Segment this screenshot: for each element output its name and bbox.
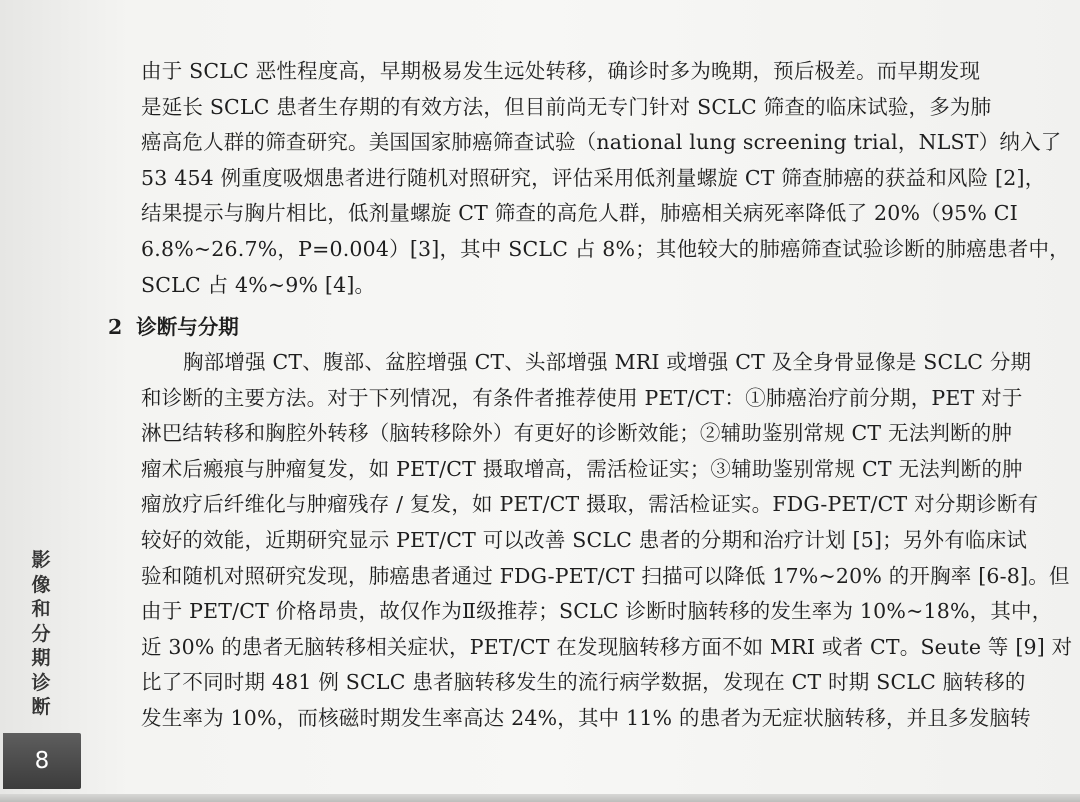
chapter-char: 诊 bbox=[31, 671, 51, 694]
text-line: 53 454 例重度吸烟患者进行随机对照研究，评估采用低剂量螺旋 CT 筛查肺癌的获益和风险 [2]， bbox=[141, 165, 1046, 190]
text-line: 胸部增强 CT、腹部、盆腔增强 CT、头部增强 MRI 或增强 CT 及全身骨显像是 SCLC 分期 bbox=[183, 350, 1032, 374]
chapter-side-title bbox=[27, 548, 55, 720]
section-heading bbox=[108, 310, 239, 345]
page-number-tab bbox=[3, 733, 81, 789]
text-line: 较好的效能，近期研究显示 PET/CT 可以改善 SCLC 患者的分期和治疗计划 [5]；另外有临床试 bbox=[141, 527, 1028, 552]
text-line: 瘤术后瘢痕与肿瘤复发，如 PET/CT 摄取增高，需活检证实；③辅助鉴别常规 CT 无法判断的肿 bbox=[141, 456, 1023, 481]
text-line: 结果提示与胸片相比，低剂量螺旋 CT 筛查的高危人群，肺癌相关病死率降低了 20%（95% CI bbox=[141, 201, 1018, 226]
chapter-char: 影 bbox=[31, 549, 51, 571]
text-line: 近 30% 的患者无脑转移相关症状，PET/CT 在发现脑转移方面不如 MRI 或者 CT。Seute 等 [9] 对 bbox=[141, 634, 1073, 659]
text-line: 由于 PET/CT 价格昂贵，故仅作为Ⅱ级推荐；SCLC 诊断时脑转移的发生率为 10%~18%，其中， bbox=[141, 599, 1053, 624]
text-line: 6.8%~26.7%，P=0.004）[3]，其中 SCLC 占 8%；其他较大的肺癌筛查试验诊断的肺癌患者中， bbox=[141, 236, 1070, 261]
page-number: 8 bbox=[34, 748, 50, 774]
text-line: 瘤放疗后纤维化与肿瘤残存 / 复发，如 PET/CT 摄取，需活检证实。FDG-PET/CT 对分期诊断有 bbox=[141, 492, 1039, 517]
text-line: 淋巴结转移和胸腔外转移（脑转移除外）有更好的诊断效能；②辅助鉴别常规 CT 无法判断的肿 bbox=[141, 421, 1013, 446]
chapter-char: 分 bbox=[31, 622, 51, 645]
text-line: 由于 SCLC 恶性程度高，早期极易发生远处转移，确诊时多为晚期，预后极差。而早期发现 bbox=[141, 59, 981, 83]
paragraph-diagnosis-staging bbox=[141, 345, 1076, 737]
page-bottom-edge bbox=[0, 794, 1080, 802]
chapter-char: 期 bbox=[31, 647, 51, 669]
section-number: 2 bbox=[108, 315, 123, 339]
section-title: 诊断与分期 bbox=[136, 315, 239, 339]
chapter-char: 断 bbox=[31, 696, 51, 718]
text-line: 癌高危人群的筛查研究。美国国家肺癌筛查试验（national lung screening trial，NLST）纳入了 bbox=[141, 130, 1062, 155]
text-line: 发生率为 10%，而核磁时期发生率高达 24%，其中 11% 的患者为无症状脑转移，并且多发脑转 bbox=[141, 705, 1031, 730]
text-line: 验和随机对照研究发现，肺癌患者通过 FDG-PET/CT 扫描可以降低 17%~20% 的开胸率 [6-8]。但 bbox=[141, 563, 1070, 588]
text-line: 是延长 SCLC 患者生存期的有效方法，但目前尚无专门针对 SCLC 筛查的临床试验，多为肺 bbox=[141, 94, 992, 119]
text-line: 比了不同时期 481 例 SCLC 患者脑转移发生的流行病学数据，发现在 CT 时期 SCLC 脑转移的 bbox=[141, 670, 1026, 695]
text-line: 和诊断的主要方法。对于下列情况，有条件者推荐使用 PET/CT：①肺癌治疗前分期，PET 对于 bbox=[141, 385, 1023, 410]
text-line: SCLC 占 4%~9% [4]。 bbox=[141, 272, 376, 297]
chapter-char: 像 bbox=[31, 573, 51, 596]
chapter-char: 和 bbox=[31, 598, 51, 620]
paragraph-sclc-screening bbox=[141, 54, 1076, 303]
